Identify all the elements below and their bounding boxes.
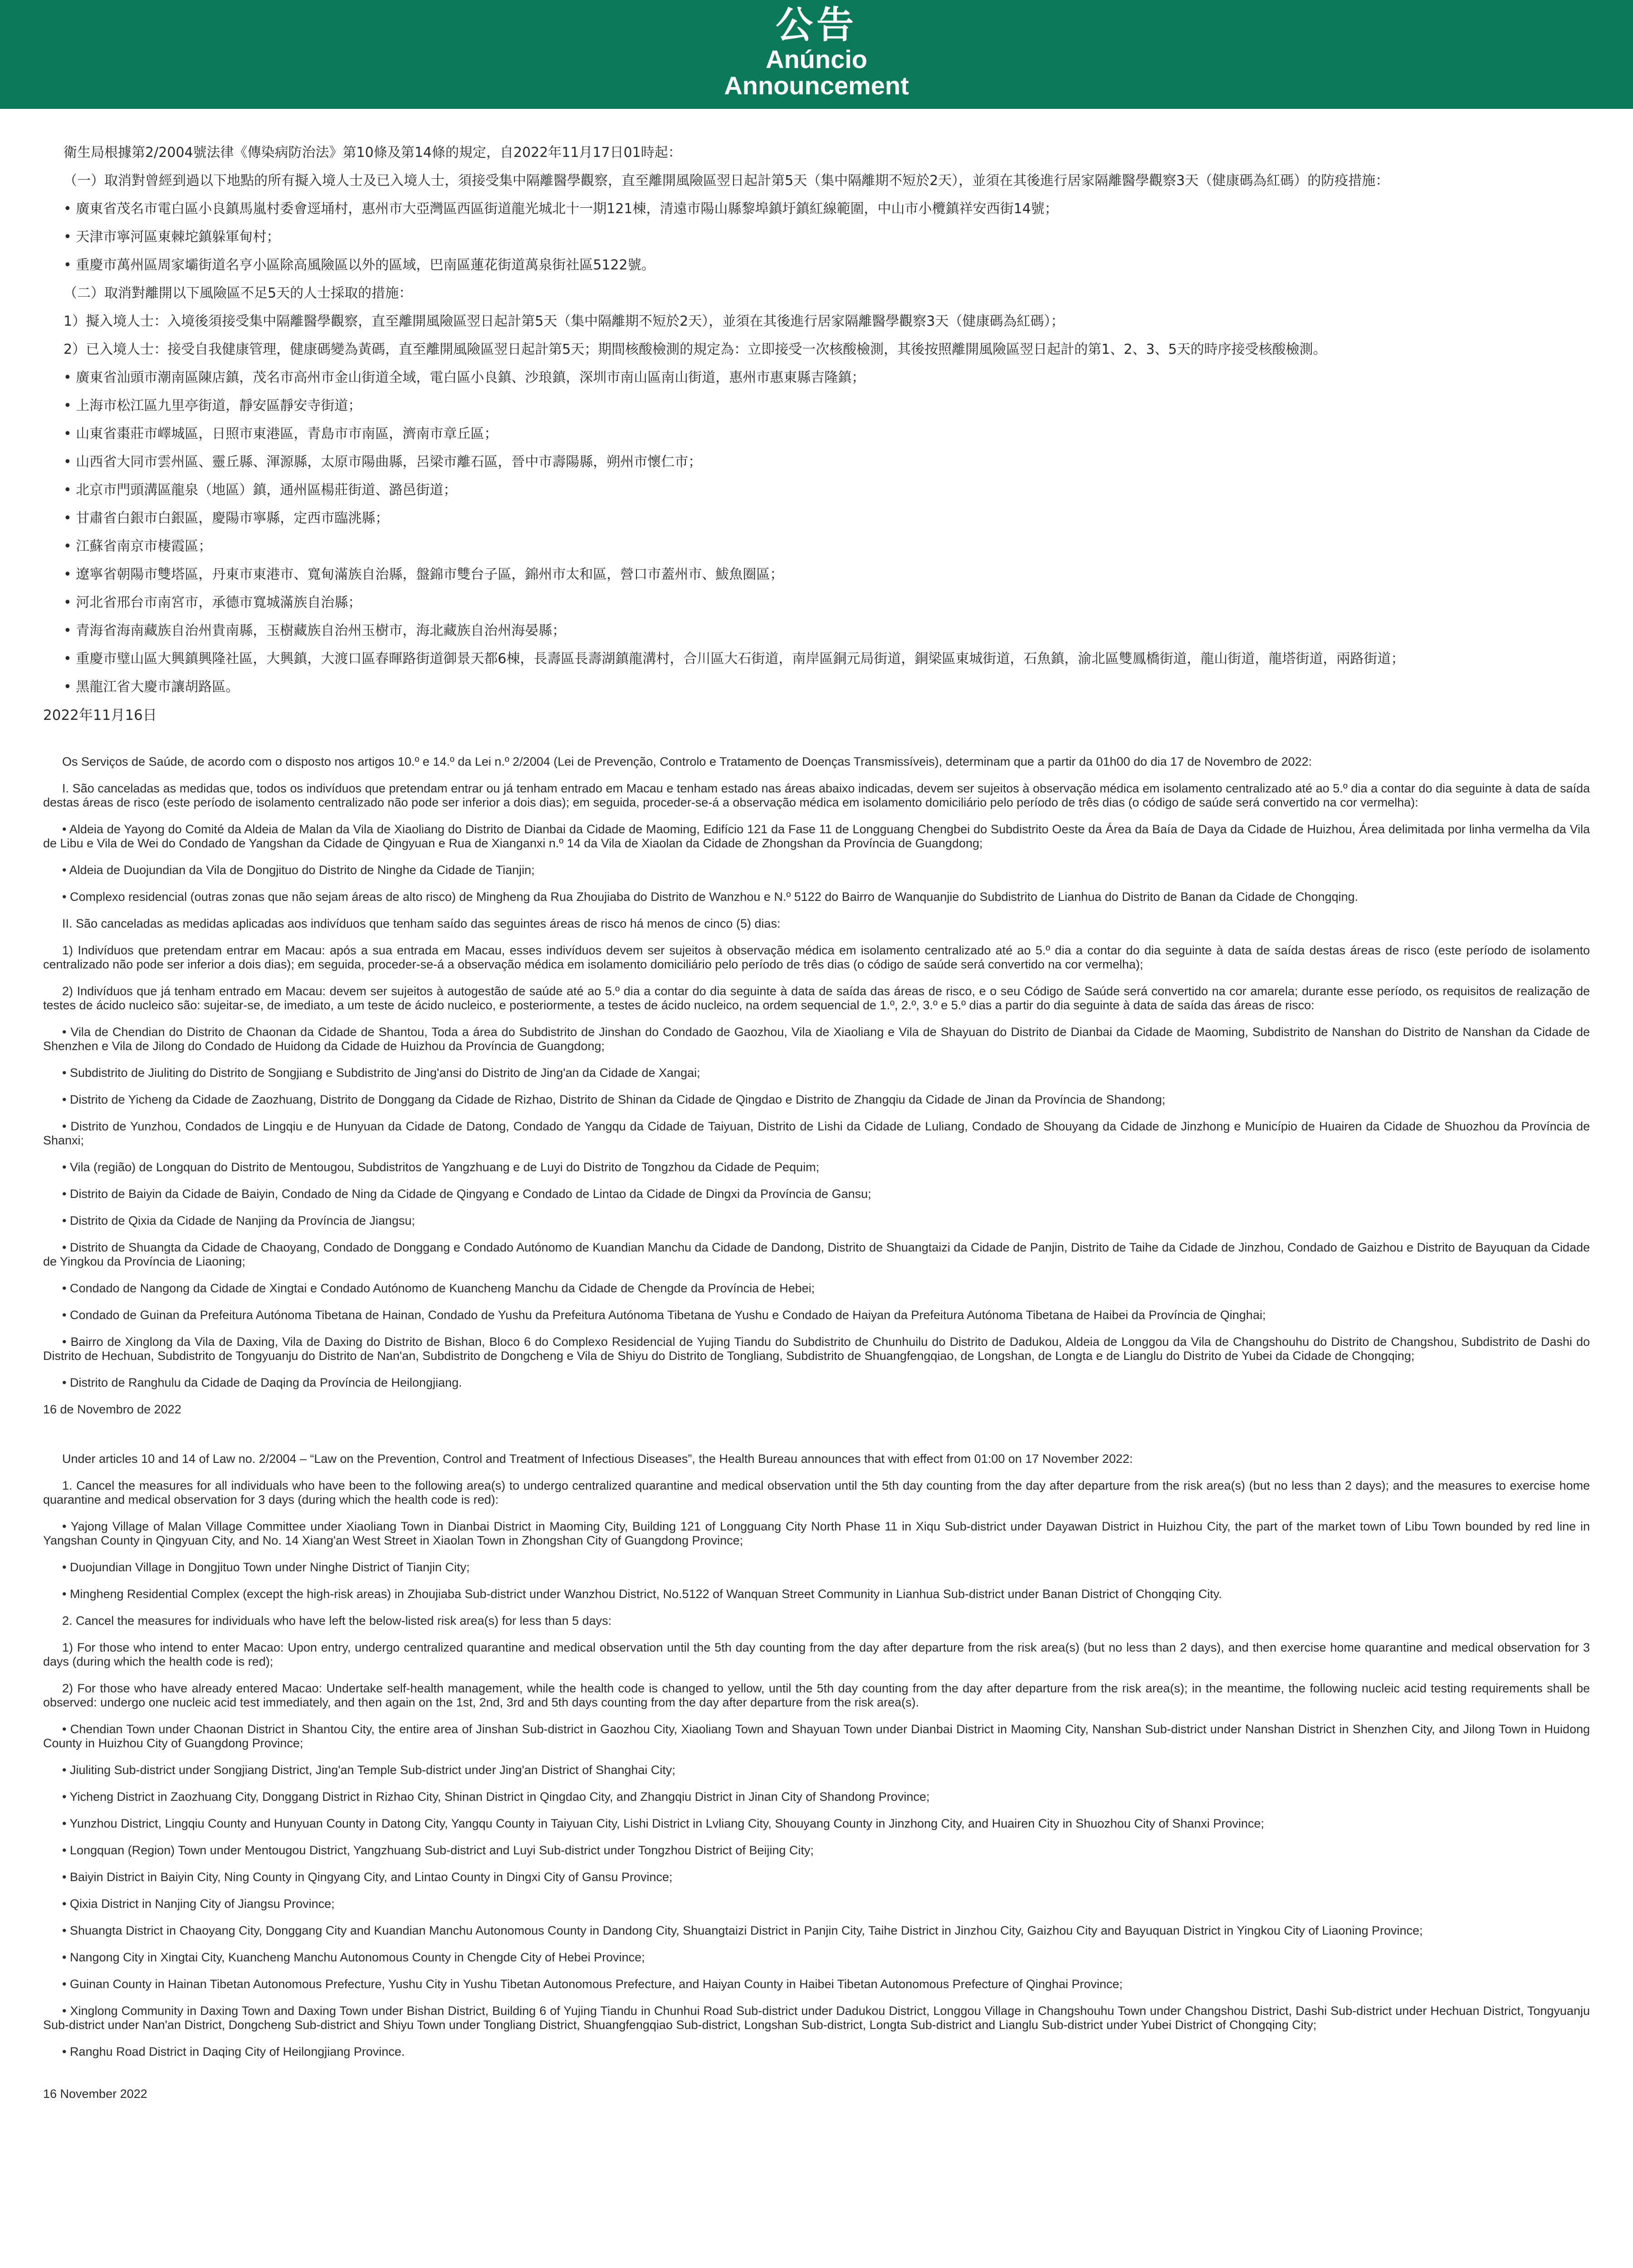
header-title-zh: 公告 (775, 4, 857, 47)
pt-list-item: • Complexo residencial (outras zonas que não sejam áreas de alto risco) de Mingheng da Rua Zhoujiaba do Distrito de Wanzhou e N.º 5122 do Bairro de Wanquanjie do Subdistrito de Lianhua do Distrito de Banan da Cidade de Chongqing. (62, 890, 1359, 904)
pt-list-item: • Aldeia de Duojundian da Vila de Dongjituo do Distrito de Ninghe da Cidade de Tianjin; (62, 863, 535, 877)
en-part2-title: 2. Cancel the measures for individuals who have left the below-listed risk area(s) for less than 5 days: (62, 1614, 612, 1628)
zh-list-item: • 山東省棗莊市嶧城區，日照市東港區，青島市市南區，濟南市章丘區； (64, 426, 498, 442)
zh-list-item: • 山西省大同市雲州區、靈丘縣、渾源縣，太原市陽曲縣，呂梁市離石區，晉中市壽陽縣，朔州市懷仁市； (64, 454, 702, 470)
zh-list-item: • 上海市松江區九里亭街道，靜安區靜安寺街道； (64, 398, 362, 414)
zh-list-item: • 河北省邢台市南宮市，承德市寬城滿族自治縣； (64, 595, 362, 611)
en-list-item: • Guinan County in Hainan Tibetan Autonomous Prefecture, Yushu City in Yushu Tibetan Autonomous Prefecture, and Haiyan County in Haibei Tibetan Autonomous Prefecture of Qinghai Province; (62, 1977, 1123, 1991)
en-date: 16 November 2022 (43, 2087, 147, 2101)
pt-rule: 1) Indivíduos que pretendam entrar em Macau: após a sua entrada em Macau, esses indivíduos devem ser sujeitos à observação médica em isolamento centralizado até ao 5.º dia a contar do dia seguinte à data de saída destas áreas de risco (este período de isolamento centralizado não pode ser inferior a dois dias); em seguida, proceder-se-á a observação médica em isolamento domiciliário pelo período de três dias (o código de saúde será convertido na cor vermelha); (43, 943, 1590, 971)
english-section (43, 1452, 1590, 2101)
en-list-item: • Chendian Town under Chaonan District in Shantou City, the entire area of Jinshan Sub-district in Gaozhou City, Xiaoliang Town and Shayuan Town under Dianbai District in Maoming City, Nanshan Sub-district under Nanshan District in Shenzhen City, and Jilong Town in Huidong County in Huizhou City of Guangdong Province; (43, 1722, 1590, 1750)
pt-list-item: • Condado de Guinan da Prefeitura Autónoma Tibetana de Hainan, Condado de Yushu da Prefeitura Autónoma Tibetana de Yushu e Condado de Haiyan da Prefeitura Autónoma Tibetana de Haibei da Província de Qinghai; (62, 1308, 1266, 1322)
pt-list-item: • Bairro de Xinglong da Vila de Daxing, Vila de Daxing do Distrito de Bishan, Bloco 6 do Complexo Residencial de Yujing Tiandu do Subdistrito de Chunhuilu do Distrito de Dadukou, Aldeia de Longgou da Vila de Changshouhu do Distrito de Changshou, Subdistrito de Dashi do Distrito de Hechuan, Subdistrito de Tongyuanju do Distrito de Nan'an, Subdistrito de Dongcheng e Vila de Shiyu do Distrito de Tongliang, Subdistrito de Shuangfengqiao, de Longshan, de Longta e de Lianglu do Distrito de Yubei da Cidade de Chongqing; (43, 1335, 1590, 1363)
pt-part2-title: II. São canceladas as medidas aplicadas aos indivíduos que tenham saído das seguintes áreas de risco há menos de cinco (5) dias: (62, 917, 781, 930)
zh-list-item: • 江蘇省南京市棲霞區； (64, 538, 212, 554)
en-list-item: • Ranghu Road District in Daqing City of Heilongjiang Province. (62, 2045, 405, 2058)
en-list-item: • Jiuliting Sub-district under Songjiang District, Jing'an Temple Sub-district under Jing'an District of Shanghai City; (62, 1763, 675, 1777)
en-rule: 2) For those who have already entered Macao: Undertake self-health management, while the health code is changed to yellow, until the 5th day counting from the day after departure from the risk area(s); in the meantime, the following nucleic acid testing requirements shall be observed: undergo one nucleic acid test immediately, and then again on the 1st, 2nd, 3rd and 5th days counting from the day after departure from the risk area(s). (43, 1681, 1590, 1709)
en-list-item: • Longquan (Region) Town under Mentougou District, Yangzhuang Sub-district and Luyi Sub-district under Tongzhou District of Beijing City; (62, 1843, 814, 1857)
zh-list-item: • 天津市寧河區東棘坨鎮躲軍甸村； (64, 229, 280, 245)
pt-list-item: • Subdistrito de Jiuliting do Distrito de Songjiang e Subdistrito de Jing'ansi do Distrito de Jing'an da Cidade de Xangai; (62, 1066, 700, 1080)
pt-rule: 2) Indivíduos que já tenham entrado em Macau: devem ser sujeitos à autogestão de saúde até ao 5.º dia a contar do dia seguinte à data de saída das áreas de risco, e o seu Código de Saúde será convertido na cor amarela; durante esse período, os requisitos de realização de testes de ácido nucleico são: sujeitar-se, de imediato, a um teste de ácido nucleico, e posteriormente, a testes de ácido nucleico, na ordem sequencial de 1.º, 2.º, 3.º e 5.º dias a partir do dia seguinte à data de saída das áreas de risco: (43, 984, 1590, 1012)
en-list-item: • Yajong Village of Malan Village Committee under Xiaoliang Town in Dianbai District in Maoming City, Building 121 of Longguang City North Phase 11 in Xiqu Sub-district under Dayawan District in Huizhou City, the part of the market town of Libu Town bounded by red line in Yangshan County in Qingyuan City, and No. 14 Xiang'an West Street in Xiaolan Town in Zhongshan City of Guangdong Province; (43, 1520, 1590, 1547)
header-title-pt: Anúncio (766, 45, 867, 73)
zh-list-item: • 廣東省茂名市電白區小良鎮馬嵐村委會逕埇村，惠州市大亞灣區西區街道龍光城北十一期121棟，清遠市陽山縣黎埠鎮圩鎮紅線範圍，中山市小欖鎮祥安西街14號； (64, 201, 1058, 217)
en-intro: Under articles 10 and 14 of Law no. 2/2004 – “Law on the Prevention, Control and Treatment of Infectious Diseases”, the Health Bureau announces that with effect from 01:00 on 17 November 2022: (62, 1452, 1133, 1466)
zh-list-item: • 廣東省汕頭市潮南區陳店鎮，茂名市高州市金山街道全域，電白區小良鎮、沙琅鎮，深圳市南山區南山街道，惠州市惠東縣吉隆鎮； (64, 370, 865, 386)
pt-list-item: • Distrito de Yicheng da Cidade de Zaozhuang, Distrito de Donggang da Cidade de Rizhao, Distrito de Shinan da Cidade de Qingdao e Distrito de Zhangqiu da Cidade de Jinan da Província de Shandong; (62, 1093, 1166, 1106)
pt-list-item: • Distrito de Ranghulu da Cidade de Daqing da Província de Heilongjiang. (62, 1376, 462, 1389)
en-list-item: • Qixia District in Nanjing City of Jiangsu Province; (62, 1897, 335, 1911)
en-list-item: • Nangong City in Xingtai City, Kuancheng Manchu Autonomous County in Chengde City of Hebei Province; (62, 1950, 645, 1964)
zh-list-item: • 甘肅省白銀市白銀區，慶陽市寧縣，定西市臨洮縣； (64, 510, 389, 526)
chinese-section (43, 146, 1590, 722)
pt-date: 16 de Novembro de 2022 (43, 1403, 181, 1416)
zh-rule: 2）已入境人士：接受自我健康管理，健康碼變為黃碼，直至離開風險區翌日起計第5天；期間核酸檢測的規定為：立即接受一次核酸檢測，其後按照離開風險區翌日起計的第1、2、3、5天的時序接受核酸檢測。 (64, 342, 1327, 357)
announcement-header (0, 0, 1633, 109)
zh-date: 2022年11月16日 (43, 707, 157, 723)
zh-list-item: • 黑龍江省大慶市讓胡路區。 (64, 679, 240, 695)
zh-intro: 衛生局根據第2/2004號法律《傳染病防治法》第10條及第14條的規定，自2022年11月17日01時起： (64, 145, 682, 161)
pt-intro: Os Serviços de Saúde, de acordo com o disposto nos artigos 10.º e 14.º da Lei n.º 2/2004 (Lei de Prevenção, Controlo e Tratamento de Doenças Transmissíveis), determinam que a partir da 01h00 do dia 17 de Novembro de 2022: (62, 755, 1312, 768)
zh-part1-title: （一）取消對曾經到過以下地點的所有擬入境人士及已入境人士，須接受集中隔離醫學觀察，直至離開風險區翌日起計第5天（集中隔離期不短於2天），並須在其後進行居家隔離醫學觀察3天（健康碼為紅碼）的防疫措施： (64, 173, 1389, 189)
pt-list-item: • Distrito de Shuangta da Cidade de Chaoyang, Condado de Donggang e Condado Autónomo de Kuandian Manchu da Cidade de Dandong, Distrito de Shuangtaizi da Cidade de Panjin, Distrito de Taihe da Cidade de Jinzhou, Condado de Gaizhou e Distrito de Bayuquan da Cidade de Yingkou da Província de Liaoning; (43, 1241, 1590, 1268)
pt-list-item: • Condado de Nangong da Cidade de Xingtai e Condado Autónomo de Kuancheng Manchu da Cidade de Chengde da Província de Hebei; (62, 1281, 815, 1295)
en-list-item: • Duojundian Village in Dongjituo Town under Ninghe District of Tianjin City; (62, 1560, 470, 1574)
en-list-item: • Xinglong Community in Daxing Town and Daxing Town under Bishan District, Building 6 of Yujing Tiandu in Chunhui Road Sub-district under Dadukou District, Longgou Village in Changshouhu Town under Changshou District, Dashi Sub-district under Hechuan District, Tongyuanju Sub-district under Nan'an District, Dongcheng Sub-district and Shiyu Town under Tongliang District, Shuangfengqiao Sub-district, Longshan Sub-district, Longta Sub-district and Lianglu Sub-district under Yubei District of Chongqing City; (43, 2004, 1590, 2032)
zh-list-item: • 青海省海南藏族自治州貴南縣，玉樹藏族自治州玉樹市，海北藏族自治州海晏縣； (64, 623, 566, 639)
zh-part2-title: （二）取消對離開以下風險區不足5天的人士採取的措施： (64, 285, 413, 301)
announcement-body (43, 146, 1590, 2114)
pt-list-item: • Vila de Chendian do Distrito de Chaonan da Cidade de Shantou, Toda a área do Subdistrito de Jinshan do Condado de Gaozhou, Vila de Xiaoliang e Vila de Shayuan do Distrito de Dianbai da Cidade de Maoming, Subdistrito de Nanshan do Distrito de Nanshan da Cidade de Shenzhen e Vila de Jilong do Condado de Huidong da Cidade de Huizhou da Província de Guangdong; (43, 1025, 1590, 1053)
en-list-item: • Mingheng Residential Complex (except the high-risk areas) in Zhoujiaba Sub-district under Wanzhou District, No.5122 of Wanquan Street Community in Lianhua Sub-district under Banan District of Chongqing City. (62, 1587, 1222, 1601)
en-list-item: • Yicheng District in Zaozhuang City, Donggang District in Rizhao City, Shinan District in Qingdao City, and Zhangqiu District in Jinan City of Shandong Province; (62, 1790, 930, 1804)
zh-list-item: • 重慶市璧山區大興鎮興隆社區，大興鎮，大渡口區春暉路街道御景天都6棟，長壽區長壽湖鎮龍溝村，合川區大石街道，南岸區銅元局街道，銅梁區東城街道，石魚鎮，渝北區雙鳳橋街道，龍山街道，龍塔街道，兩路街道； (64, 651, 1405, 667)
header-title-en: Announcement (724, 71, 909, 100)
pt-list-item: • Vila (região) de Longquan do Distrito de Mentougou, Subdistritos de Yangzhuang e de Luyi do Distrito de Tongzhou da Cidade de Pequim; (62, 1160, 820, 1174)
en-list-item: • Baiyin District in Baiyin City, Ning County in Qingyang City, and Lintao County in Dingxi City of Gansu Province; (62, 1870, 673, 1884)
en-list-item: • Yunzhou District, Lingqiu County and Hunyuan County in Datong City, Yangqu County in Taiyuan City, Lishi District in Lvliang City, Shouyang County in Jinzhong City, and Huairen City in Shuozhou City of Shanxi Province; (62, 1817, 1264, 1830)
zh-list-item: • 遼寧省朝陽市雙塔區，丹東市東港市、寬甸滿族自治縣，盤錦市雙台子區，錦州市太和區，營口市蓋州市、鮁魚圈區； (64, 567, 784, 582)
pt-list-item: • Distrito de Qixia da Cidade de Nanjing da Província de Jiangsu; (62, 1214, 415, 1227)
pt-part1-title: I. São canceladas as medidas que, todos os indivíduos que pretendam entrar ou já tenham entrado em Macau e tenham estado nas áreas abaixo indicadas, devem ser sujeitos à observação médica em isolamento centralizado até ao 5.º dia a contar do dia seguinte à data de saída destas áreas de risco (este período de isolamento centralizado não pode ser inferior a dois dias); em seguida, proceder-se-á a observação médica em isolamento domiciliário pelo período de três dias (o código de saúde será convertido na cor vermelha): (43, 782, 1590, 809)
en-rule: 1) For those who intend to enter Macao: Upon entry, undergo centralized quarantine and medical observation until the 5th day counting from the day after departure from the risk area(s) (but no less than 2 days), and then exercise home quarantine and medical observation for 3 days (during which the health code is red); (43, 1641, 1590, 1668)
zh-list-item: • 北京市門頭溝區龍泉（地區）鎮，通州區楊莊街道、潞邑街道； (64, 482, 457, 498)
zh-rule: 1）擬入境人士：入境後須接受集中隔離醫學觀察，直至離開風險區翌日起計第5天（集中隔離期不短於2天），並須在其後進行居家隔離醫學觀察3天（健康碼為紅碼）； (64, 313, 1065, 329)
pt-list-item: • Distrito de Baiyin da Cidade de Baiyin, Condado de Ning da Cidade de Qingyang e Condado de Lintao da Cidade de Dingxi da Província de Gansu; (62, 1187, 871, 1201)
zh-list-item: • 重慶市萬州區周家壩街道名亨小區除高風險區以外的區域，巴南區蓮花街道萬泉街社區5122號。 (64, 257, 655, 273)
en-list-item: • Shuangta District in Chaoyang City, Donggang City and Kuandian Manchu Autonomous County in Dandong City, Shuangtaizi District in Panjin City, Taihe District in Jinzhou City, Gaizhou City and Bayuquan District in Yingkou City of Liaoning Province; (62, 1924, 1423, 1937)
pt-list-item: • Distrito de Yunzhou, Condados de Lingqiu e de Hunyuan da Cidade de Datong, Condado de Yangqu da Cidade de Taiyuan, Distrito de Lishi da Cidade de Luliang, Condado de Shouyang da Cidade de Jinzhong e Município de Huairen da Cidade de Shuozhou da Província de Shanxi; (43, 1119, 1590, 1147)
pt-list-item: • Aldeia de Yayong do Comité da Aldeia de Malan da Vila de Xiaoliang do Distrito de Dianbai da Cidade de Maoming, Edifício 121 da Fase 11 de Longguang Chengbei do Subdistrito Oeste da Área da Baía de Daya da Cidade de Huizhou, Área delimitada por linha vermelha da Vila de Libu e Vila de Wei do Condado de Yangshan da Cidade de Qingyuan e Rua de Xianganxi n.º 14 da Vila de Xiaolan da Cidade de Zhongshan da Província de Guangdong; (43, 822, 1590, 850)
en-part1-title: 1. Cancel the measures for all individuals who have been to the following area(s) to undergo centralized quarantine and medical observation until the 5th day counting from the day after departure from the risk area(s) (but no less than 2 days); and the measures to exercise home quarantine and medical observation for 3 days (during which the health code is red): (43, 1479, 1590, 1506)
portuguese-section (43, 755, 1590, 1417)
